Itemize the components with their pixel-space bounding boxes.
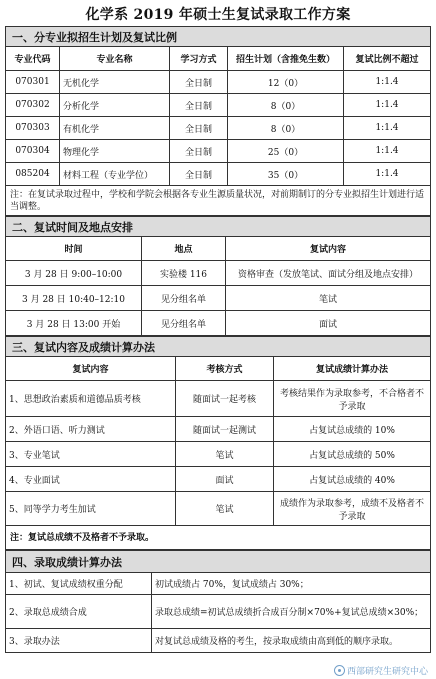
enrollment-plan-table <box>5 26 431 216</box>
study-mode: 全日制 <box>170 94 228 117</box>
admission-item: 1、初试、复试成绩权重分配 <box>6 573 152 595</box>
table-row <box>6 417 431 442</box>
table-row <box>6 573 431 595</box>
admission-desc: 对复试总成绩及格的考生，按录取成绩由高到低的顺序录取。 <box>152 629 431 653</box>
column-header: 复试内容 <box>6 357 176 381</box>
interview-ratio: 1:1.4 <box>344 71 431 94</box>
major-code: 070304 <box>6 140 60 163</box>
interview-ratio: 1:1.4 <box>344 117 431 140</box>
table-row <box>6 94 431 117</box>
table-header-row <box>6 357 431 381</box>
major-name: 无机化学 <box>60 71 170 94</box>
assessment-calc: 占复试总成绩的 40% <box>274 467 431 492</box>
admission-desc: 录取总成绩=初试总成绩折合成百分制×70%+复试总成绩×30%； <box>152 595 431 629</box>
major-name: 物理化学 <box>60 140 170 163</box>
table-row <box>6 311 431 336</box>
assessment-method: 随面试一起测试 <box>176 417 274 442</box>
column-header: 招生计划（含推免生数） <box>228 47 344 71</box>
major-name: 有机化学 <box>60 117 170 140</box>
watermark <box>334 664 428 677</box>
assessment-calc: 占复试总成绩的 50% <box>274 442 431 467</box>
table-row <box>6 381 431 417</box>
table-row <box>6 261 431 286</box>
table-row <box>6 117 431 140</box>
assessment-method: 随面试一起考核 <box>176 381 274 417</box>
schedule-content: 资格审查（发放笔试、面试分组及地点安排） <box>226 261 431 286</box>
wechat-icon <box>334 665 345 676</box>
column-header: 学习方式 <box>170 47 228 71</box>
document-title: 化学系 2019 年硕士生复试录取工作方案 <box>85 7 351 23</box>
assessment-method: 笔试 <box>176 492 274 526</box>
interview-ratio: 1:1.4 <box>344 94 431 117</box>
section1-note: 注：在复试录取过程中，学校和学院会根据各专业生源质量状况，对前期制订的分专业拟招生计划进行适当调整。 <box>6 186 431 216</box>
table-header-row <box>6 237 431 261</box>
column-header: 专业名称 <box>60 47 170 71</box>
section2-heading: 二、复试时间及地点安排 <box>6 217 431 237</box>
study-mode: 全日制 <box>170 140 228 163</box>
study-mode: 全日制 <box>170 117 228 140</box>
watermark-text: 西部研究生研究中心 <box>346 667 428 677</box>
assessment-calc: 成绩作为录取参考，成绩不及格者不予录取 <box>274 492 431 526</box>
table-row <box>6 492 431 526</box>
schedule-content: 面试 <box>226 311 431 336</box>
enrollment-plan: 8（0） <box>228 94 344 117</box>
schedule-content: 笔试 <box>226 286 431 311</box>
admission-desc: 初试成绩占 70%，复试成绩占 30%； <box>152 573 431 595</box>
major-code: 070301 <box>6 71 60 94</box>
schedule-place: 实验楼 116 <box>142 261 226 286</box>
table-row <box>6 71 431 94</box>
major-code: 085204 <box>6 163 60 186</box>
schedule-place: 见分组名单 <box>142 286 226 311</box>
column-header: 时间 <box>6 237 142 261</box>
assessment-method: 面试 <box>176 467 274 492</box>
study-mode: 全日制 <box>170 71 228 94</box>
assessment-item: 1、思想政治素质和道德品质考核 <box>6 381 176 417</box>
admission-calc-table <box>5 550 431 653</box>
table-row <box>6 467 431 492</box>
admission-item: 3、录取办法 <box>6 629 152 653</box>
enrollment-plan: 25（0） <box>228 140 344 163</box>
assessment-item: 3、专业笔试 <box>6 442 176 467</box>
assessment-method: 笔试 <box>176 442 274 467</box>
interview-ratio: 1:1.4 <box>344 163 431 186</box>
schedule-time: 3 月 28 日 9:00–10:00 <box>6 261 142 286</box>
table-row <box>6 163 431 186</box>
column-header: 复试成绩计算办法 <box>274 357 431 381</box>
section4-heading: 四、录取成绩计算办法 <box>6 551 431 573</box>
enrollment-plan: 8（0） <box>228 117 344 140</box>
major-code: 070302 <box>6 94 60 117</box>
schedule-table <box>5 216 431 336</box>
schedule-time: 3 月 28 日 13:00 开始 <box>6 311 142 336</box>
column-header: 复试内容 <box>226 237 431 261</box>
section3-note: 注：复试总成绩不及格者不予录取。 <box>6 526 431 550</box>
table-row <box>6 286 431 311</box>
admission-item: 2、录取总成绩合成 <box>6 595 152 629</box>
major-name: 分析化学 <box>60 94 170 117</box>
assessment-calc: 考核结果作为录取参考，不合格者不予录取 <box>274 381 431 417</box>
table-row <box>6 595 431 629</box>
table-row <box>6 140 431 163</box>
column-header: 专业代码 <box>6 47 60 71</box>
schedule-place: 见分组名单 <box>142 311 226 336</box>
table-row <box>6 629 431 653</box>
schedule-time: 3 月 28 日 10:40–12:10 <box>6 286 142 311</box>
column-header: 地点 <box>142 237 226 261</box>
assessment-item: 4、专业面试 <box>6 467 176 492</box>
major-name: 材料工程（专业学位） <box>60 163 170 186</box>
column-header: 考核方式 <box>176 357 274 381</box>
table-row <box>6 442 431 467</box>
assessment-item: 2、外语口语、听力测试 <box>6 417 176 442</box>
section1-heading: 一、分专业拟招生计划及复试比例 <box>6 27 431 47</box>
enrollment-plan: 12（0） <box>228 71 344 94</box>
assessment-calc: 占复试总成绩的 10% <box>274 417 431 442</box>
enrollment-plan: 35（0） <box>228 163 344 186</box>
study-mode: 全日制 <box>170 163 228 186</box>
table-header-row <box>6 47 431 71</box>
section3-heading: 三、复试内容及成绩计算办法 <box>6 337 431 357</box>
interview-content-table <box>5 336 431 550</box>
column-header: 复试比例不超过 <box>344 47 431 71</box>
interview-ratio: 1:1.4 <box>344 140 431 163</box>
assessment-item: 5、同等学力考生加试 <box>6 492 176 526</box>
major-code: 070303 <box>6 117 60 140</box>
